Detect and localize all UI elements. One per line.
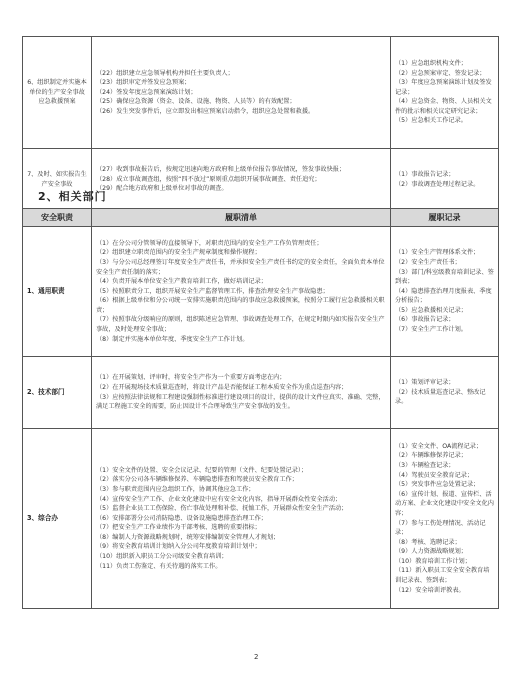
role-label: 2、技术部门 bbox=[23, 357, 92, 429]
record-list: （1）事故报告记录； （2）事故调查处理过程记录。 bbox=[391, 149, 499, 211]
header-duty-list: 履职清单 bbox=[92, 209, 391, 227]
table-row bbox=[23, 37, 499, 149]
duty-list: （27）收到事故报告后，按规定迅速向地方政府和上级单位报告事故情况，签发事故快报； （28）成立事故调查组，按照“四不放过”原则重点组织开展事故调查、责任追究； （29）配合地方政府和上级单位对事故的调查。 bbox=[92, 149, 391, 211]
header-responsibility: 安全职责 bbox=[23, 209, 92, 227]
page-number: 2 bbox=[254, 653, 259, 661]
section-heading: 2、相关部门 bbox=[38, 190, 107, 203]
table-row bbox=[23, 227, 499, 357]
department-responsibility-table bbox=[22, 208, 499, 609]
table-row bbox=[23, 429, 499, 609]
duty-list: （1）在分公司分管领导的直接领导下，对职责范围内的安全生产工作负管理责任； （2）组织建立职责范围内的安全生产规章制度和操作规程； （3）与分公司总经理签订年度安全生产责任书，并承担安全生产责任书约定的安全责任，全面负责本单位安全生产责任制的落实； （4）负责开展本单位安全生产教育培训工作，做好培训记录； （5）按照职责分工，组织开展安全生产监督管理工作，排查治理安全生产事故隐患； （6）根据上级单位和分公司统一安排实施职责范围内的事故应急救援预案，按照分工履行应急救援相关职责； （7）按照事故分级响应的原则，组织陈述应急管理、事故调查处理工作，在规定时限内如实报告安全生产事故，及时处理安全事故； （8）制定并实施本单位年度、季度安全生产工作计划。 bbox=[92, 227, 391, 357]
record-list: （1）策划评审记录； （2）技术质量巡查记录、整改记录。 bbox=[391, 357, 499, 429]
record-list: （1）安全生产管理体系文件； （2）安全生产责任书； （3）部门/科室级教育培训记录、签到表； （4）隐患排查治理月度报表、季度分析报告； （5）应急救援相关记录； （6）事故报告记录； （7）安全生产工作计划。 bbox=[391, 227, 499, 357]
duty-label: 7、及时、如实报告生产安全事故 bbox=[23, 149, 92, 211]
duty-list: （1）在开展策划、评审时，将安全生产作为一个重要方面考虑在内； （2）在开展现场技术质量巡查时，将设计产品是否能保证工程本质安全作为重点巡查内容； （3）应按照法律法规和工程建设强制性标准进行建设项目的设计，提供的设计文件应真实、准确、完整，满足工程施工安全的需要，防止因设计不合理导致生产安全事故的发生。 bbox=[92, 357, 391, 429]
record-list: （1）安全文件、OA流程记录； （2）车辆维修保养记录； （3）车辆检查记录； （4）驾驶员安全教育记录； （5）突发事件应急处置记录； （6）宣传计划、报道、宣传栏、活动方案、企业文化建设中安全文化内容； （7）参与工伤处理情况、活动记录； （8）考核、选聘记录； （9）人力资源战略规划； （10）教育培训工作计划； （11）新入职员工安全安全教育培训记录表、签到表； （12）安全培训评教表。 bbox=[391, 429, 499, 609]
duty-label: 6、组织制定并实施本单位的生产安全事故应急救援预案 bbox=[23, 37, 92, 149]
header-duty-record: 履职记录 bbox=[391, 209, 499, 227]
duty-list: （1）安全文件的处置、安全会议记录、纪要的管理（文件、纪要处置记录）； （2）落实分公司各车辆维修保养、车辆隐患排查和驾驶员安全教育工作； （3）参与职责范围内应急组织工作，协调其他应急工作； （4）宣传安全生产工作、企业文化建设中应有安全文化内容，指导开展群众性安全活动； （5）监督企业员工工伤保险、伤亡事故处理和补偿、抚恤工作，开展群众性安全生产活动； （6）安排部署分公司消防隐患、设备设施隐患排查治理工作； （7）把安全生产工作业绩作为干部考核、选聘的重要指标； （8）编制人力资源战略规划时，统筹安排编制安全管理人才规划； （9）将安全教育培训计划纳入分公司年度教育培训计划中； （10）组织新入职员工分公司级安全教育培训； （11）负责工伤鉴定、有关待遇的落实工作。 bbox=[92, 429, 391, 609]
role-label: 3、综合办 bbox=[23, 429, 92, 609]
record-list: （1）应急组织机构文件； （2）应急预案审定、签发记录； （3）年度应急预案演练计划及签发记录； （4）应急资金、物资、人员相关文件的批示和相关议定研究记录； （5）应急相关工作记录。 bbox=[391, 37, 499, 149]
table-row bbox=[23, 357, 499, 429]
table-header-row bbox=[23, 209, 499, 227]
role-label: 1、通用职责 bbox=[23, 227, 92, 357]
duty-list: （22）组织建立应急领导机构并担任主要负责人； （23）组织审定并签发应急预案； （24）签发年度应急预案演练计划； （25）确保应急资源（资金、设备、设施、物资、人员等）的有效配置； （26）发生突发事件后，应立即发出相应预案启动指令，组织应急处置和救援。 bbox=[92, 37, 391, 149]
responsibility-table-continued bbox=[22, 36, 499, 211]
